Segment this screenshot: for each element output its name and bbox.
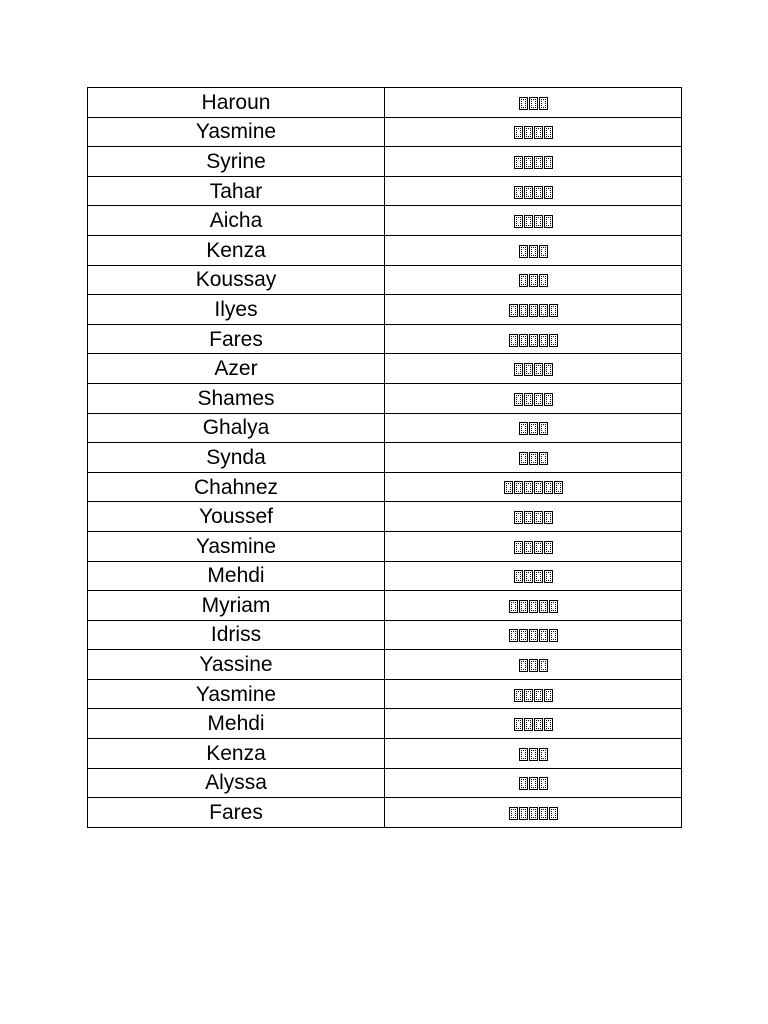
- missing-glyph-box: [504, 481, 513, 494]
- missing-glyph-box: [534, 186, 543, 199]
- missing-glyph-box: [514, 215, 523, 228]
- table-row: [88, 472, 682, 502]
- missing-glyph-box: [519, 452, 528, 465]
- missing-glyph-box: [529, 274, 538, 287]
- missing-glyph-box: [534, 511, 543, 524]
- missing-glyph-group: [514, 689, 553, 702]
- native-name-cell: [385, 472, 682, 502]
- table-row: [88, 768, 682, 798]
- table-row: [88, 206, 682, 236]
- native-name-cell: [385, 650, 682, 680]
- latin-name-cell: Alyssa: [88, 768, 385, 798]
- missing-glyph-box: [544, 156, 553, 169]
- missing-glyph-group: [514, 186, 553, 199]
- native-name-cell: [385, 413, 682, 443]
- missing-glyph-box: [544, 541, 553, 554]
- missing-glyph-box: [519, 659, 528, 672]
- missing-glyph-box: [539, 274, 548, 287]
- missing-glyph-box: [509, 807, 518, 820]
- latin-name-cell: Koussay: [88, 265, 385, 295]
- native-name-cell: [385, 176, 682, 206]
- latin-name-cell: Ilyes: [88, 295, 385, 325]
- missing-glyph-box: [539, 97, 548, 110]
- missing-glyph-box: [544, 718, 553, 731]
- missing-glyph-box: [534, 541, 543, 554]
- table-row: [88, 265, 682, 295]
- missing-glyph-box: [534, 215, 543, 228]
- missing-glyph-box: [549, 807, 558, 820]
- missing-glyph-box: [539, 807, 548, 820]
- native-name-cell: [385, 709, 682, 739]
- latin-name-cell: Myriam: [88, 591, 385, 621]
- missing-glyph-box: [539, 629, 548, 642]
- table-row: [88, 176, 682, 206]
- table-row: [88, 620, 682, 650]
- missing-glyph-box: [514, 718, 523, 731]
- latin-name-cell: Yassine: [88, 650, 385, 680]
- native-name-cell: [385, 620, 682, 650]
- missing-glyph-box: [524, 215, 533, 228]
- missing-glyph-box: [519, 600, 528, 613]
- names-table-body: [88, 88, 682, 828]
- table-row: [88, 443, 682, 473]
- latin-name-cell: Fares: [88, 324, 385, 354]
- missing-glyph-group: [514, 393, 553, 406]
- missing-glyph-box: [539, 304, 548, 317]
- missing-glyph-group: [519, 777, 548, 790]
- native-name-cell: [385, 324, 682, 354]
- missing-glyph-box: [509, 334, 518, 347]
- missing-glyph-box: [509, 304, 518, 317]
- missing-glyph-box: [519, 807, 528, 820]
- table-row: [88, 591, 682, 621]
- missing-glyph-box: [544, 570, 553, 583]
- latin-name-cell: Mehdi: [88, 561, 385, 591]
- latin-name-cell: Synda: [88, 443, 385, 473]
- table-row: [88, 383, 682, 413]
- native-name-cell: [385, 354, 682, 384]
- latin-name-cell: Idriss: [88, 620, 385, 650]
- missing-glyph-box: [539, 334, 548, 347]
- native-name-cell: [385, 206, 682, 236]
- missing-glyph-box: [529, 422, 538, 435]
- missing-glyph-box: [529, 452, 538, 465]
- missing-glyph-box: [514, 511, 523, 524]
- missing-glyph-box: [509, 629, 518, 642]
- missing-glyph-box: [529, 334, 538, 347]
- table-row: [88, 235, 682, 265]
- missing-glyph-group: [514, 156, 553, 169]
- table-row: [88, 324, 682, 354]
- table-row: [88, 679, 682, 709]
- missing-glyph-box: [534, 363, 543, 376]
- missing-glyph-box: [549, 304, 558, 317]
- missing-glyph-group: [514, 363, 553, 376]
- missing-glyph-group: [519, 245, 548, 258]
- missing-glyph-group: [509, 600, 558, 613]
- latin-name-cell: Tahar: [88, 176, 385, 206]
- missing-glyph-group: [519, 422, 548, 435]
- missing-glyph-box: [524, 393, 533, 406]
- latin-name-cell: Ghalya: [88, 413, 385, 443]
- missing-glyph-box: [549, 600, 558, 613]
- latin-name-cell: Yasmine: [88, 531, 385, 561]
- missing-glyph-box: [549, 629, 558, 642]
- missing-glyph-box: [524, 689, 533, 702]
- native-name-cell: [385, 265, 682, 295]
- missing-glyph-box: [514, 393, 523, 406]
- native-name-cell: [385, 117, 682, 147]
- missing-glyph-box: [519, 97, 528, 110]
- missing-glyph-group: [509, 629, 558, 642]
- missing-glyph-group: [519, 748, 548, 761]
- table-row: [88, 295, 682, 325]
- native-name-cell: [385, 443, 682, 473]
- missing-glyph-box: [524, 126, 533, 139]
- native-name-cell: [385, 502, 682, 532]
- latin-name-cell: Chahnez: [88, 472, 385, 502]
- missing-glyph-box: [539, 600, 548, 613]
- latin-name-cell: Yasmine: [88, 679, 385, 709]
- latin-name-cell: Kenza: [88, 235, 385, 265]
- latin-name-cell: Shames: [88, 383, 385, 413]
- missing-glyph-box: [544, 511, 553, 524]
- missing-glyph-group: [519, 274, 548, 287]
- native-name-cell: [385, 768, 682, 798]
- missing-glyph-box: [519, 777, 528, 790]
- missing-glyph-box: [514, 689, 523, 702]
- missing-glyph-box: [529, 748, 538, 761]
- missing-glyph-box: [519, 245, 528, 258]
- table-row: [88, 561, 682, 591]
- missing-glyph-box: [544, 126, 553, 139]
- native-name-cell: [385, 295, 682, 325]
- missing-glyph-box: [519, 274, 528, 287]
- latin-name-cell: Mehdi: [88, 709, 385, 739]
- latin-name-cell: Aicha: [88, 206, 385, 236]
- missing-glyph-box: [534, 481, 543, 494]
- native-name-cell: [385, 561, 682, 591]
- missing-glyph-box: [534, 570, 543, 583]
- latin-name-cell: Haroun: [88, 88, 385, 118]
- missing-glyph-box: [544, 393, 553, 406]
- missing-glyph-group: [519, 97, 548, 110]
- missing-glyph-box: [544, 186, 553, 199]
- native-name-cell: [385, 591, 682, 621]
- missing-glyph-box: [524, 156, 533, 169]
- names-table: [87, 87, 682, 828]
- table-row: [88, 117, 682, 147]
- missing-glyph-box: [514, 481, 523, 494]
- missing-glyph-box: [539, 777, 548, 790]
- missing-glyph-box: [539, 245, 548, 258]
- missing-glyph-box: [529, 600, 538, 613]
- missing-glyph-box: [544, 215, 553, 228]
- missing-glyph-box: [529, 777, 538, 790]
- native-name-cell: [385, 235, 682, 265]
- native-name-cell: [385, 798, 682, 828]
- missing-glyph-box: [539, 748, 548, 761]
- missing-glyph-box: [519, 334, 528, 347]
- missing-glyph-box: [519, 422, 528, 435]
- missing-glyph-box: [514, 570, 523, 583]
- missing-glyph-group: [519, 659, 548, 672]
- latin-name-cell: Azer: [88, 354, 385, 384]
- missing-glyph-box: [539, 422, 548, 435]
- table-row: [88, 502, 682, 532]
- missing-glyph-box: [519, 629, 528, 642]
- native-name-cell: [385, 679, 682, 709]
- missing-glyph-box: [544, 363, 553, 376]
- missing-glyph-box: [539, 452, 548, 465]
- missing-glyph-group: [514, 718, 553, 731]
- missing-glyph-box: [524, 481, 533, 494]
- table-row: [88, 88, 682, 118]
- missing-glyph-box: [554, 481, 563, 494]
- missing-glyph-box: [514, 156, 523, 169]
- native-name-cell: [385, 147, 682, 177]
- missing-glyph-box: [534, 126, 543, 139]
- latin-name-cell: Fares: [88, 798, 385, 828]
- missing-glyph-box: [534, 718, 543, 731]
- native-name-cell: [385, 383, 682, 413]
- missing-glyph-box: [529, 807, 538, 820]
- native-name-cell: [385, 739, 682, 769]
- missing-glyph-box: [509, 600, 518, 613]
- missing-glyph-box: [529, 245, 538, 258]
- missing-glyph-box: [529, 659, 538, 672]
- missing-glyph-group: [514, 570, 553, 583]
- native-name-cell: [385, 88, 682, 118]
- missing-glyph-box: [524, 718, 533, 731]
- latin-name-cell: Youssef: [88, 502, 385, 532]
- missing-glyph-box: [524, 186, 533, 199]
- missing-glyph-box: [549, 334, 558, 347]
- missing-glyph-box: [519, 748, 528, 761]
- missing-glyph-box: [534, 393, 543, 406]
- latin-name-cell: Yasmine: [88, 117, 385, 147]
- missing-glyph-box: [524, 363, 533, 376]
- native-name-cell: [385, 531, 682, 561]
- missing-glyph-box: [544, 689, 553, 702]
- missing-glyph-box: [534, 689, 543, 702]
- missing-glyph-box: [539, 659, 548, 672]
- missing-glyph-box: [544, 481, 553, 494]
- latin-name-cell: Kenza: [88, 739, 385, 769]
- table-row: [88, 798, 682, 828]
- missing-glyph-group: [514, 511, 553, 524]
- missing-glyph-box: [519, 304, 528, 317]
- latin-name-cell: Syrine: [88, 147, 385, 177]
- missing-glyph-box: [524, 541, 533, 554]
- missing-glyph-group: [514, 126, 553, 139]
- missing-glyph-group: [504, 481, 563, 494]
- missing-glyph-box: [514, 126, 523, 139]
- missing-glyph-box: [514, 541, 523, 554]
- missing-glyph-group: [509, 304, 558, 317]
- missing-glyph-group: [514, 541, 553, 554]
- missing-glyph-group: [509, 807, 558, 820]
- missing-glyph-group: [519, 452, 548, 465]
- missing-glyph-box: [524, 570, 533, 583]
- missing-glyph-box: [529, 97, 538, 110]
- missing-glyph-box: [534, 156, 543, 169]
- table-row: [88, 739, 682, 769]
- table-row: [88, 650, 682, 680]
- missing-glyph-box: [524, 511, 533, 524]
- missing-glyph-box: [529, 629, 538, 642]
- table-row: [88, 413, 682, 443]
- table-row: [88, 709, 682, 739]
- missing-glyph-box: [514, 186, 523, 199]
- table-row: [88, 147, 682, 177]
- table-row: [88, 531, 682, 561]
- missing-glyph-box: [514, 363, 523, 376]
- table-row: [88, 354, 682, 384]
- missing-glyph-group: [514, 215, 553, 228]
- missing-glyph-group: [509, 334, 558, 347]
- missing-glyph-box: [529, 304, 538, 317]
